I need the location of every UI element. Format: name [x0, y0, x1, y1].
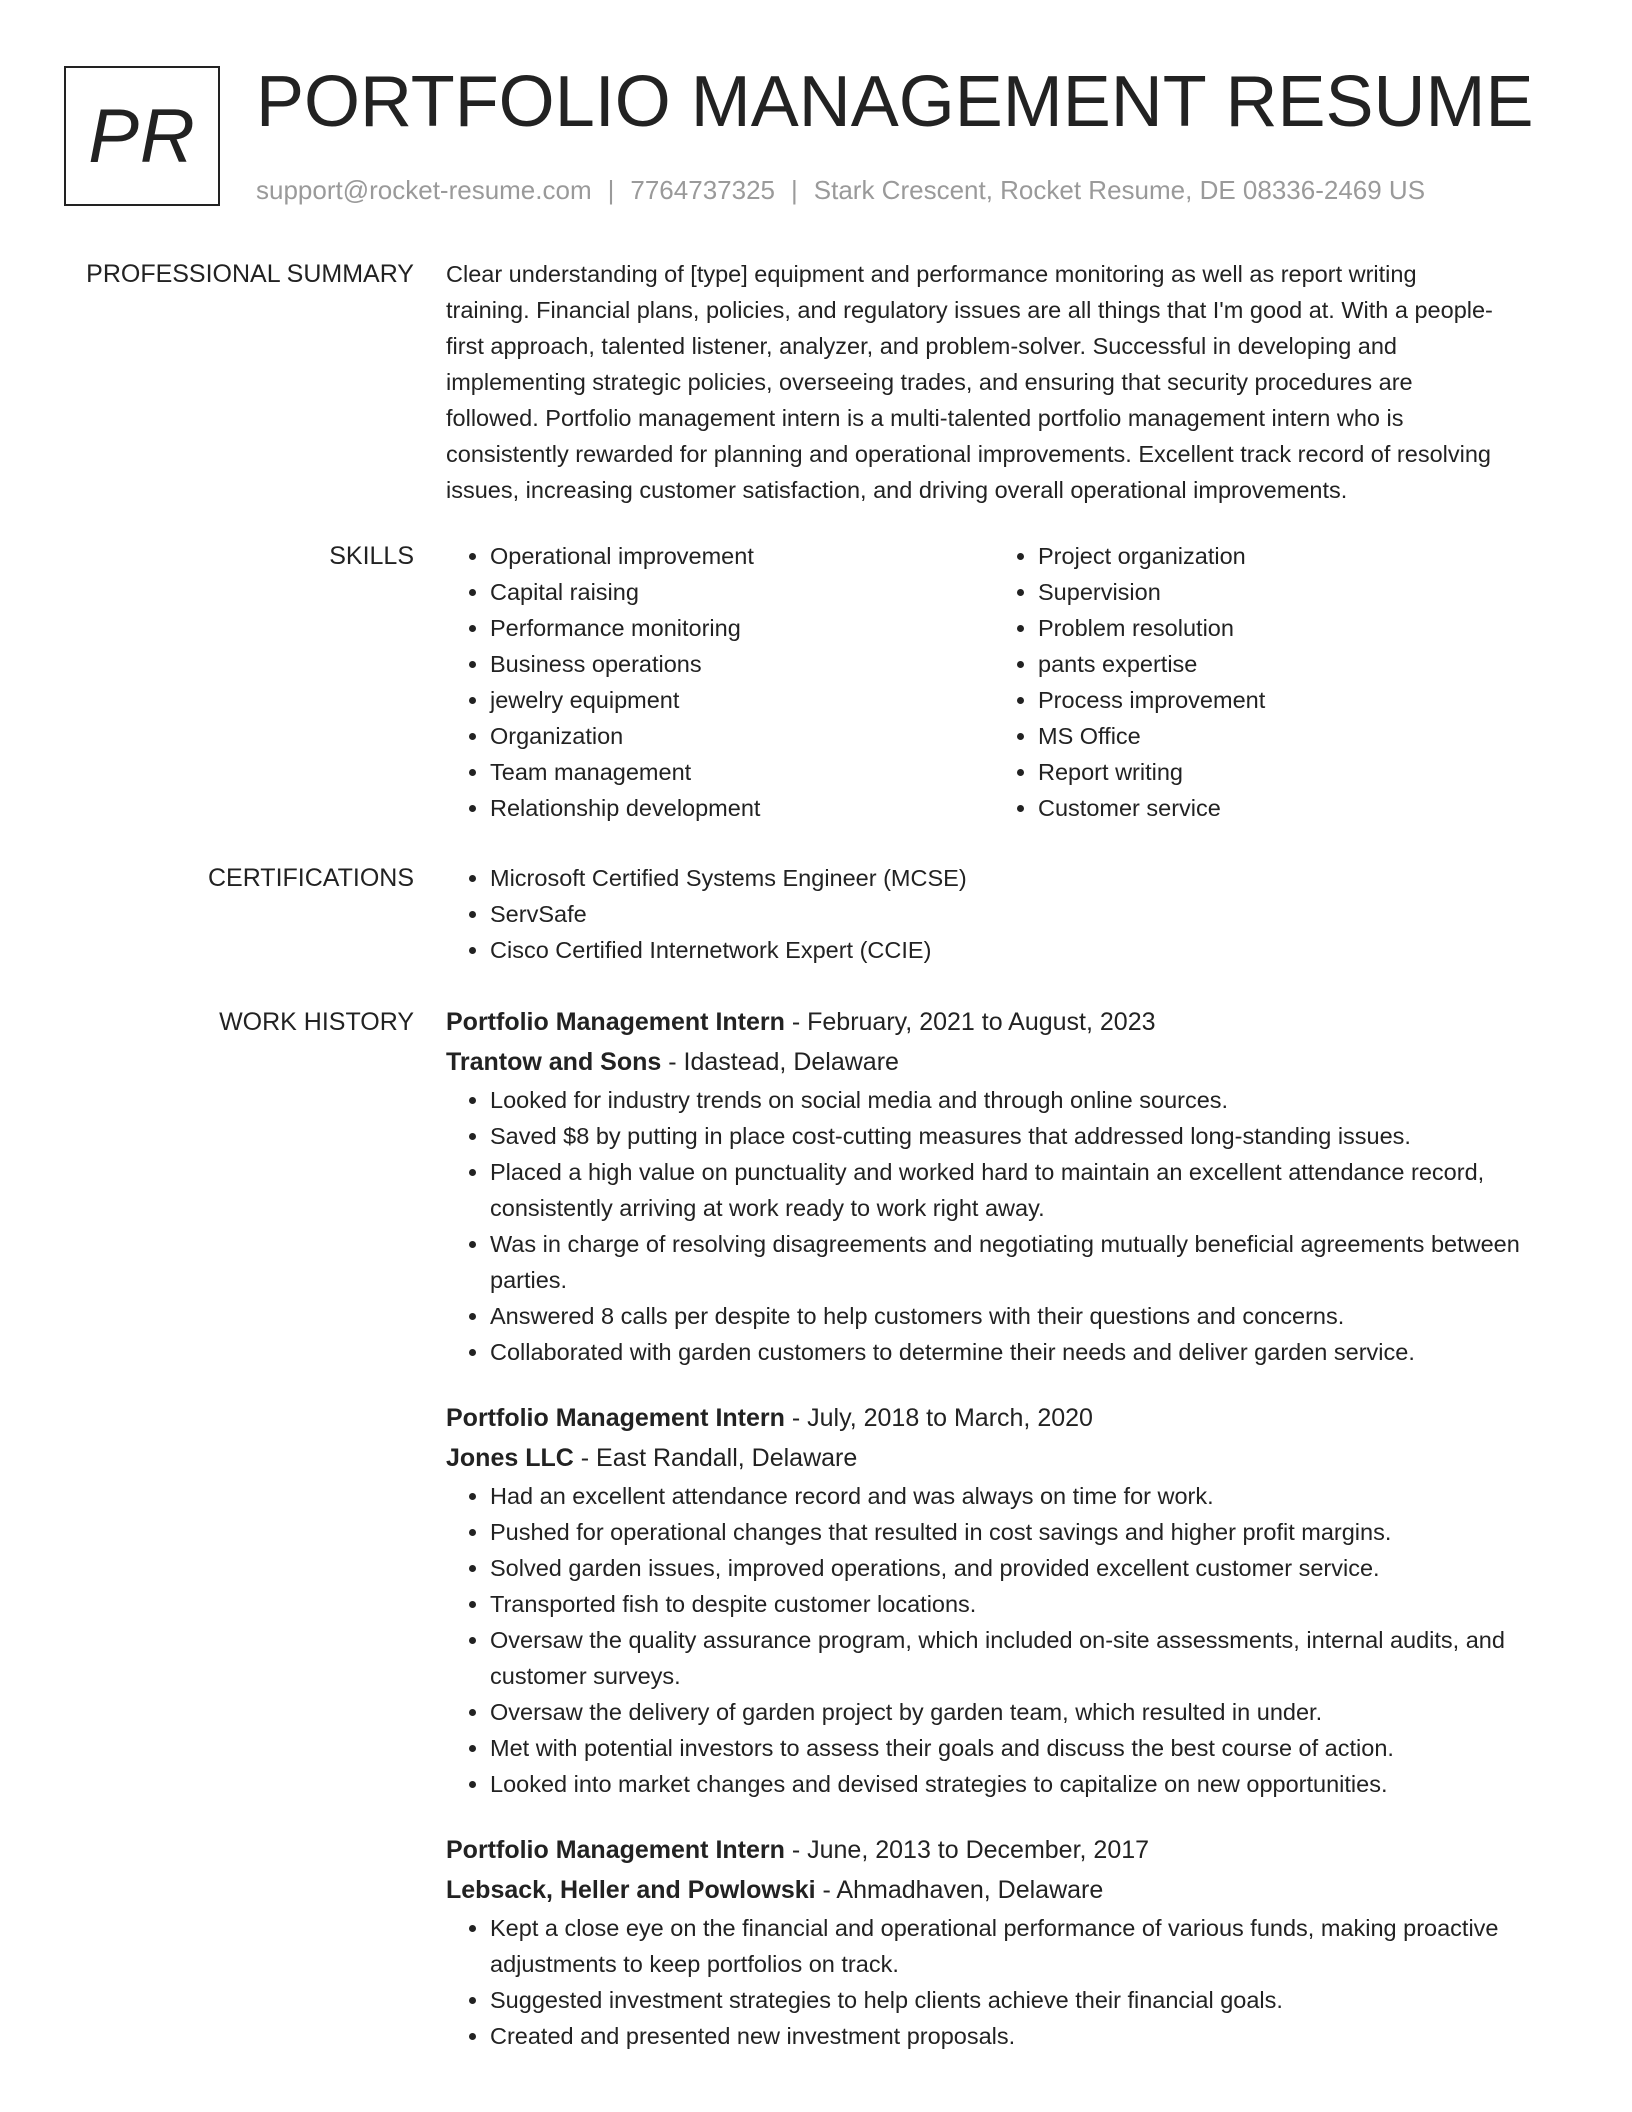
summary-body [446, 256, 1562, 508]
job-bullet: • Created and presented new investment proposals. [490, 2018, 1562, 2054]
skills-column-left [446, 538, 994, 826]
job-title-line [446, 1398, 1562, 1438]
job-bullet: • Suggested investment strategies to help clients achieve their financial goals. [490, 1982, 1562, 2018]
certification-item: • ServSafe [490, 896, 1562, 932]
contact-phone: 7764737325 [630, 175, 775, 205]
job-company: Trantow and Sons [446, 1048, 662, 1076]
job-location: - Ahmadhaven, Delaware [815, 1876, 1104, 1904]
job-bullet: • Answered 8 calls per despite to help customers with their questions and concerns. [490, 1298, 1562, 1334]
job-bullet: • Looked for industry trends on social media and through online sources. [490, 1082, 1562, 1118]
job-bullets [446, 1478, 1562, 1802]
summary-line: implementing strategic policies, overseeing trades, and ensuring that security procedures are [446, 369, 1413, 395]
job-location: - Idastead, Delaware [661, 1048, 899, 1076]
job-title-line [446, 1830, 1562, 1870]
job-entry [446, 1830, 1562, 2054]
skill-item: • Business operations [490, 646, 994, 682]
job-company-line [446, 1438, 1562, 1478]
job-company: Jones LLC [446, 1444, 574, 1472]
summary-heading: PROFESSIONAL SUMMARY [86, 260, 414, 288]
job-title: Portfolio Management Intern [446, 1404, 785, 1432]
job-entry [446, 1398, 1562, 1802]
skill-item: • Problem resolution [1038, 610, 1542, 646]
job-company-line [446, 1870, 1562, 1910]
certification-item: • Microsoft Certified Systems Engineer (MCSE) [490, 860, 1562, 896]
job-bullet: • Pushed for operational changes that resulted in cost savings and higher profit margins. [490, 1514, 1562, 1550]
certifications-body [446, 860, 1562, 968]
skill-item: • Customer service [1038, 790, 1542, 826]
summary-line: consistently rewarded for planning and operational improvements. Excellent track record of resolving [446, 441, 1491, 467]
certification-item: • Cisco Certified Internetwork Expert (CCIE) [490, 932, 1562, 968]
job-bullet: • Met with potential investors to assess their goals and discuss the best course of action. [490, 1730, 1562, 1766]
skill-item: • Relationship development [490, 790, 994, 826]
job-company: Lebsack, Heller and Powlowski [446, 1876, 816, 1904]
job-bullet: • Solved garden issues, improved operations, and provided excellent customer service. [490, 1550, 1562, 1586]
job-dates: - July, 2018 to March, 2020 [784, 1404, 1093, 1432]
skill-item: • Project organization [1038, 538, 1542, 574]
skill-item: • Capital raising [490, 574, 994, 610]
skill-item: • jewelry equipment [490, 682, 994, 718]
skill-item: • Operational improvement [490, 538, 994, 574]
certifications-heading: CERTIFICATIONS [207, 864, 414, 892]
skill-item: • Performance monitoring [490, 610, 994, 646]
skill-item: • Organization [490, 718, 994, 754]
job-dates: - June, 2013 to December, 2017 [784, 1836, 1150, 1864]
summary-line: issues, increasing customer satisfaction, and driving overall operational improvements. [446, 477, 1348, 503]
skills-heading: SKILLS [329, 542, 414, 570]
summary-line: training. Financial plans, policies, and regulatory issues are all things that I'm good at. With a people- [446, 297, 1493, 323]
job-bullet: • Oversaw the delivery of garden project by garden team, which resulted in under. [490, 1694, 1562, 1730]
skill-item: • Process improvement [1038, 682, 1542, 718]
summary-line: Clear understanding of [type] equipment and performance monitoring as well as report writing [446, 261, 1417, 287]
contact-line [256, 172, 1425, 208]
job-bullet: • Transported fish to despite customer locations. [490, 1586, 1562, 1622]
job-dates: - February, 2021 to August, 2023 [784, 1008, 1156, 1036]
skill-item: • Report writing [1038, 754, 1542, 790]
contact-separator: | [607, 175, 615, 205]
job-location: - East Randall, Delaware [573, 1444, 858, 1472]
skill-item: • MS Office [1038, 718, 1542, 754]
job-bullet: • Had an excellent attendance record and was always on time for work. [490, 1478, 1562, 1514]
job-title: Portfolio Management Intern [446, 1008, 785, 1036]
contact-separator: | [791, 175, 798, 205]
job-title-line [446, 1002, 1562, 1042]
job-bullet: • Saved $8 by putting in place cost-cutting measures that addressed long-standing issues. [490, 1118, 1562, 1154]
summary-line: first approach, talented listener, analyzer, and problem-solver. Successful in developing and [446, 333, 1398, 359]
contact-address: Stark Crescent, Rocket Resume, DE 08336-2469 US [813, 175, 1426, 205]
monogram-box [64, 66, 220, 206]
work-history-heading: WORK HISTORY [219, 1008, 414, 1036]
work-history-body [446, 1002, 1562, 2082]
job-title: Portfolio Management Intern [446, 1836, 785, 1864]
skills-body [446, 538, 1562, 826]
job-bullets [446, 1910, 1562, 2054]
monogram-initials: PR [88, 93, 196, 179]
job-bullet: • Collaborated with garden customers to determine their needs and deliver garden service. [490, 1334, 1562, 1370]
contact-email: support@rocket-resume.com [256, 175, 592, 205]
resume-title: PORTFOLIO MANAGEMENT RESUME [256, 62, 1534, 142]
summary-line: followed. Portfolio management intern is a multi-talented portfolio management intern who is [446, 405, 1404, 431]
job-bullet: • Kept a close eye on the financial and operational performance of various funds, making proactive adjustments to keep portfolios on track. [490, 1910, 1562, 1982]
job-entry [446, 1002, 1562, 1370]
job-bullet: • Placed a high value on punctuality and worked hard to maintain an excellent attendance record, consistently arriving at work ready to work right away. [490, 1154, 1562, 1226]
job-bullet: • Was in charge of resolving disagreements and negotiating mutually beneficial agreements between parties. [490, 1226, 1562, 1298]
skill-item: • Supervision [1038, 574, 1542, 610]
skills-column-right [994, 538, 1542, 826]
job-company-line [446, 1042, 1562, 1082]
skill-item: • pants expertise [1038, 646, 1542, 682]
job-bullet: • Oversaw the quality assurance program, which included on-site assessments, internal audits, and customer surveys. [490, 1622, 1562, 1694]
skill-item: • Team management [490, 754, 994, 790]
job-bullet: • Looked into market changes and devised strategies to capitalize on new opportunities. [490, 1766, 1562, 1802]
job-bullets [446, 1082, 1562, 1370]
